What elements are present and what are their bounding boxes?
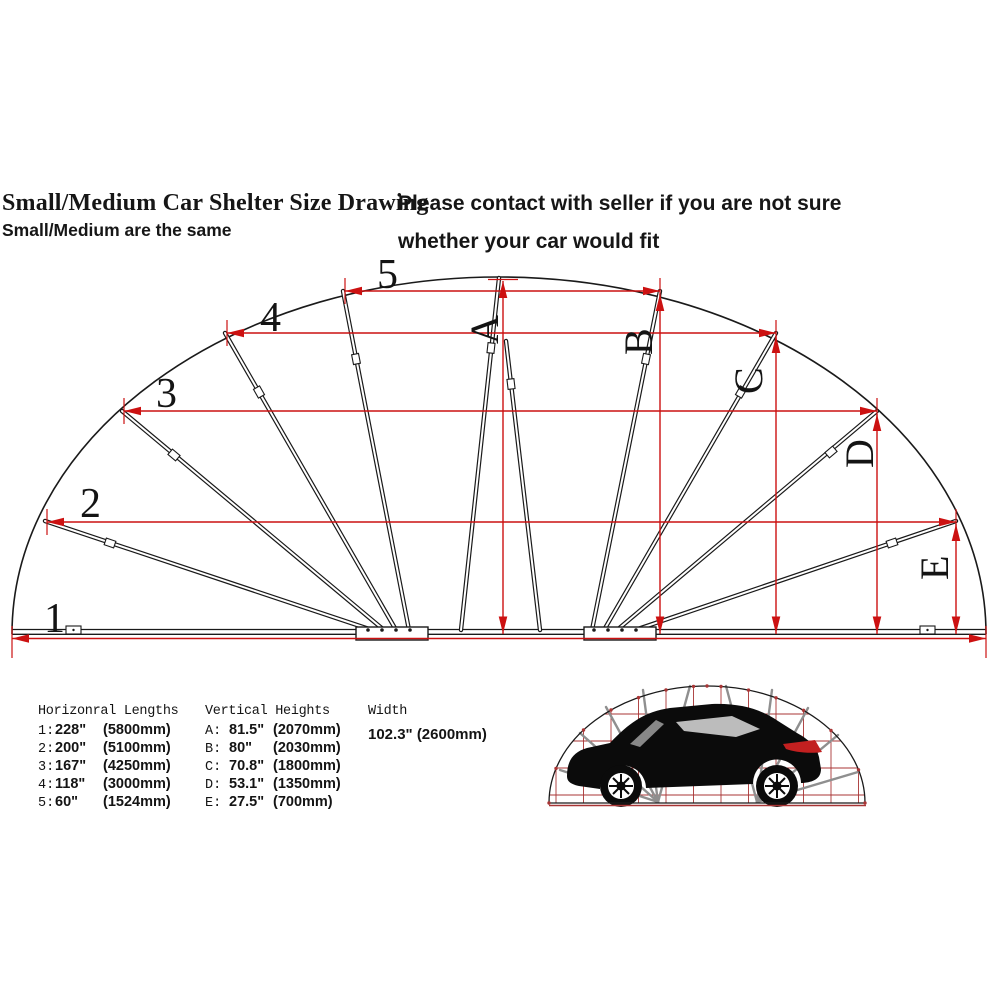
v-label-b: B bbox=[616, 328, 661, 355]
table-row: 4: 118" (3000mm) bbox=[38, 776, 171, 793]
front-wheel bbox=[600, 765, 642, 807]
rear-wheel bbox=[756, 765, 798, 807]
horizontal-lengths-title: Horizonral Lengths bbox=[38, 704, 179, 719]
base-rail bbox=[12, 626, 986, 634]
vertical-heights-table bbox=[205, 704, 341, 812]
v-label-a: A bbox=[462, 315, 507, 344]
car-fit-illustration bbox=[540, 680, 870, 810]
table-row: E: 27.5" (700mm) bbox=[205, 794, 333, 811]
seller-notice-line1: Please contact with seller if you are not sure bbox=[398, 192, 842, 215]
table-row: 1: 228" (5800mm) bbox=[38, 722, 171, 739]
seller-notice-line2: whether your car would fit bbox=[398, 230, 660, 253]
vertical-heights-title: Vertical Heights bbox=[205, 704, 330, 719]
length-labels bbox=[44, 255, 398, 642]
shelter-size-diagram bbox=[0, 255, 1000, 660]
v-label-c: C bbox=[726, 367, 771, 394]
h-label-1: 1 bbox=[44, 596, 65, 642]
h-label-5: 5 bbox=[377, 255, 398, 298]
seller-notice bbox=[398, 185, 841, 261]
width-spec bbox=[368, 704, 487, 743]
width-value: 102.3" (2600mm) bbox=[368, 726, 487, 743]
h-label-4: 4 bbox=[260, 295, 281, 341]
table-row: A: 81.5" (2070mm) bbox=[205, 722, 341, 739]
table-row: 2: 200" (5100mm) bbox=[38, 740, 171, 757]
table-row: D: 53.1" (1350mm) bbox=[205, 776, 341, 793]
h-label-3: 3 bbox=[156, 371, 177, 417]
car-silhouette bbox=[567, 704, 822, 807]
width-title: Width bbox=[368, 704, 408, 719]
drawing-subtitle: Small/Medium are the same bbox=[2, 220, 232, 240]
horizontal-lengths-table bbox=[38, 704, 178, 812]
table-row: B: 80" (2030mm) bbox=[205, 740, 341, 757]
rib-joints bbox=[104, 343, 898, 548]
v-label-e: E bbox=[912, 555, 957, 580]
h-label-2: 2 bbox=[80, 481, 101, 527]
table-row: 3: 167" (4250mm) bbox=[38, 758, 171, 775]
table-row: C: 70.8" (1800mm) bbox=[205, 758, 341, 775]
v-label-d: D bbox=[837, 439, 882, 468]
drawing-title: Small/Medium Car Shelter Size Drawing bbox=[2, 190, 429, 216]
table-row: 5: 60" (1524mm) bbox=[38, 794, 171, 811]
